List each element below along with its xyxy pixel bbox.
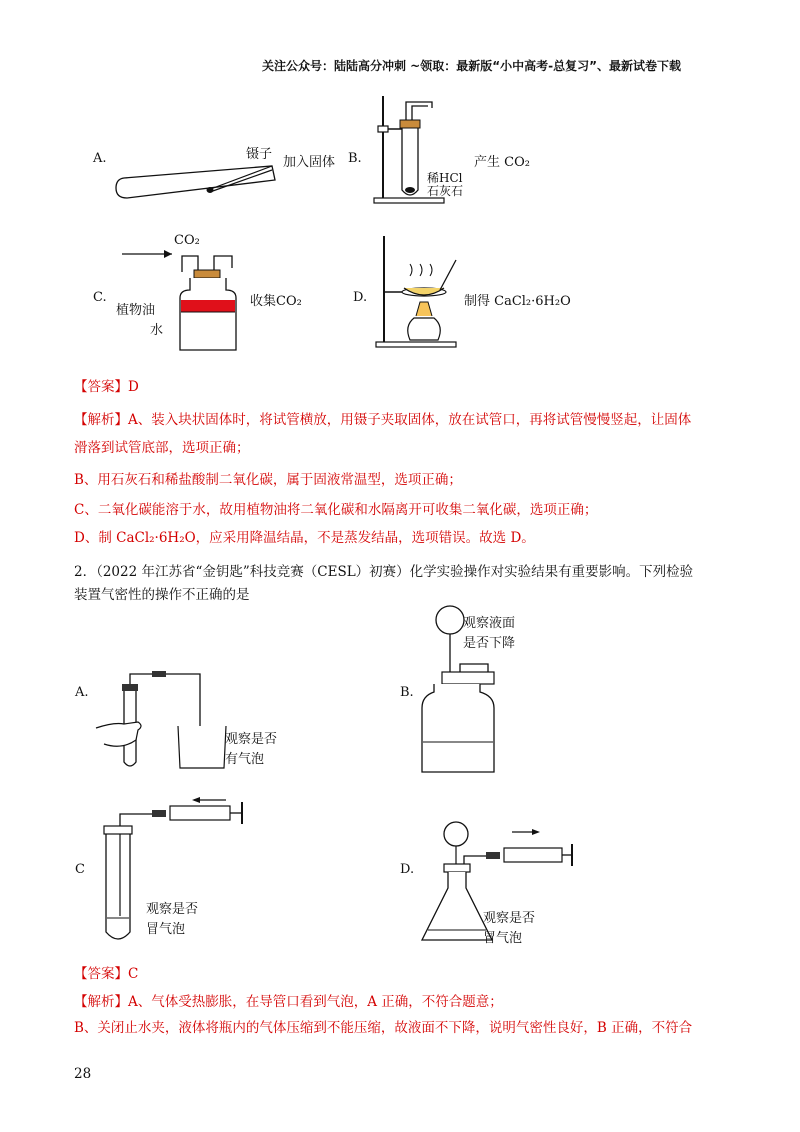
water-label: 水 (150, 323, 164, 338)
q2c-note1: 观察是否 (146, 902, 199, 917)
q2-option-a-letter: A. (75, 685, 89, 700)
q2-answer: 【答案】C (74, 966, 139, 982)
figure-evaporation (374, 232, 464, 350)
figure-hand-warming-tube (94, 668, 304, 776)
q2b-note1: 观察液面 (463, 616, 516, 631)
vegetable-oil-label: 植物油 (116, 303, 156, 318)
page-number: 28 (74, 1066, 92, 1082)
q2-stem-line1: 2．（2022 年江苏省“金钥匙”科技竞赛（CESL）初赛）化学实验操作对实验结果有重要影响。下列检验 (74, 564, 694, 580)
q1-answer: 【答案】D (74, 379, 139, 395)
option-c-letter: C. (93, 290, 107, 305)
dilute-hcl-label: 稀HCl (427, 171, 463, 185)
q2d-note1: 观察是否 (483, 911, 536, 926)
q2-option-b-letter: B. (400, 685, 414, 700)
q2b-note2: 是否下降 (463, 636, 516, 651)
q2-analysis-line1 (74, 990, 503, 1010)
option-d-letter: D. (353, 290, 368, 305)
q2c-note2: 冒气泡 (146, 922, 186, 937)
option-b-caption: 产生 CO₂ (474, 155, 530, 170)
analysis-tag: 【解析】 (74, 994, 128, 1010)
limestone-label: 石灰石 (427, 184, 464, 198)
q2-option-d-letter: D. (400, 862, 415, 877)
option-b-letter: B. (348, 151, 362, 166)
header-banner: 关注公众号：陆陆高分冲刺 ~领取：最新版“小中高考-总复习”、最新试卷下载 (262, 59, 681, 73)
q2-analysis-text1: A、气体受热膨胀，在导管口看到气泡，A 正确，不符合题意； (128, 994, 503, 1010)
co2-arrow-label: CO₂ (174, 233, 200, 248)
q1-analysis-line3: B、用石灰石和稀盐酸制二氧化碳，属于固液常温型，选项正确； (74, 472, 462, 488)
option-d-caption: 制得 CaCl₂·6H₂O (464, 294, 571, 309)
option-a-caption: 加入固体 (283, 155, 336, 170)
q2d-note2: 冒气泡 (483, 931, 523, 946)
q1-analysis-text1: A、装入块状固体时，将试管横放，用镊子夹取固体，放在试管口，再将试管慢慢竖起，让固体 (128, 412, 692, 428)
q2-stem-line2: 装置气密性的操作不正确的是 (74, 587, 250, 603)
q2a-note2: 有气泡 (225, 752, 265, 767)
figure-gas-collection-bottle (120, 232, 250, 356)
q1-analysis-line4: C、二氧化碳能溶于水，故用植物油将二氧化碳和水隔离开可收集二氧化碳，选项正确； (74, 502, 598, 518)
tweezers-label: 镊子 (246, 147, 273, 162)
option-a-letter: A. (93, 151, 107, 166)
q1-analysis-line5: D、制 CaCl₂·6H₂O，应采用降温结晶，不是蒸发结晶，选项错误。故选 D。 (74, 530, 535, 546)
q2-analysis-line2: B、关闭止水夹，液体将瓶内的气体压缩到不能压缩，故液面不下降，说明气密性良好，B 正确，不符合 (74, 1020, 693, 1036)
q2-option-c-letter: C (75, 862, 85, 877)
q1-analysis-line2: 滑落到试管底部，选项正确； (74, 440, 250, 456)
option-c-caption: 收集CO₂ (250, 294, 302, 309)
q1-analysis-line1 (74, 408, 691, 428)
analysis-tag: 【解析】 (74, 412, 128, 428)
q2a-note1: 观察是否 (225, 732, 278, 747)
